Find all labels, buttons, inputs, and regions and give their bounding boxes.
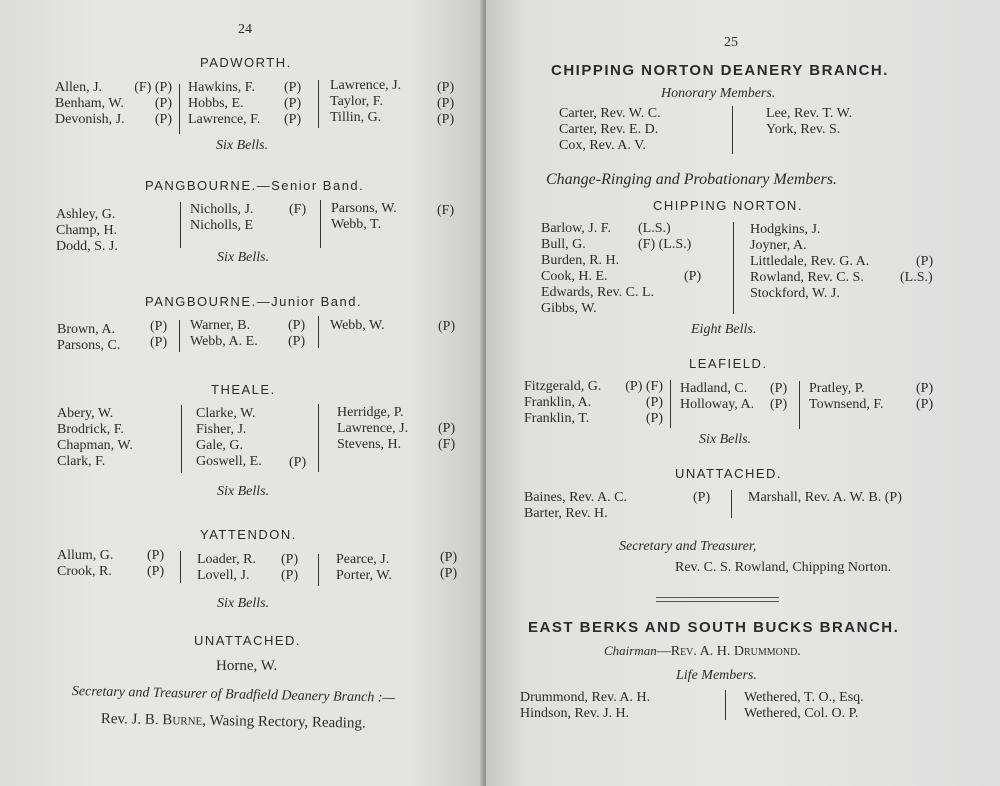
theale-bells: Six Bells.	[217, 484, 270, 499]
leafield-col3: Pratley, P. Townsend, F.	[809, 381, 884, 412]
yattendon-col3-marks: (P) (P)	[440, 550, 458, 581]
change-ringing-heading: Change-Ringing and Probationary Members.	[546, 171, 837, 188]
padworth-col2-marks: (P) (P) (P)	[284, 80, 302, 127]
life-members-heading: Life Members.	[676, 668, 757, 683]
theale-heading: THEALE.	[211, 382, 276, 397]
theale-col3-marks: (P) (F)	[438, 421, 456, 452]
pang-senior-col3-marks: (F)	[437, 203, 455, 218]
padworth-heading: PADWORTH.	[200, 55, 292, 70]
yattendon-bells: Six Bells.	[217, 596, 270, 611]
left-page	[0, 0, 484, 786]
pang-senior-col2-marks: (F)	[289, 202, 307, 217]
east-berks-branch-title: EAST BERKS AND SOUTH BUCKS BRANCH.	[528, 619, 900, 636]
chipping-secretary-name: Rev. C. S. Rowland, Chipping Norton.	[675, 560, 892, 575]
left-unattached-name: Horne, W.	[216, 658, 278, 674]
padworth-col2: Hawkins, F. Hobbs, E. Lawrence, F.	[188, 80, 261, 127]
padworth-col1: Allen, J. Benham, W. Devonish, J.	[55, 80, 125, 127]
yattendon-col3: Pearce, J. Porter, W.	[336, 552, 392, 583]
padworth-col3: Lawrence, J. Taylor, F. Tillin, G.	[330, 78, 402, 125]
right-unattached-col1: Baines, Rev. A. C. Barter, Rev. H.	[524, 490, 627, 521]
theale-col3: Herridge, P. Lawrence, J. Stevens, H.	[337, 405, 409, 452]
pang-senior-heading: PANGBOURNE.—Senior Band.	[145, 178, 365, 193]
life-col2: Wethered, T. O., Esq. Wethered, Col. O. P.	[744, 690, 864, 721]
chipping-col2: Hodgkins, J. Joyner, A. Littledale, Rev. G. A. Rowland, Rev. C. S. Stockford, W. J.	[750, 222, 870, 301]
right-unattached-heading: UNATTACHED.	[675, 466, 783, 481]
honorary-col1: Carter, Rev. W. C. Carter, Rev. E. D. Cox, Rev. A. V.	[559, 106, 661, 153]
pang-senior-col2: Nicholls, J. Nicholls, E	[190, 202, 254, 233]
right-unattached-col2: Marshall, Rev. A. W. B. (P)	[748, 490, 902, 505]
leafield-col3-marks: (P) (P)	[916, 381, 934, 412]
right-unattached-col1-marks: (P)	[693, 490, 711, 505]
pang-junior-col3-marks: (P)	[438, 319, 456, 334]
page-number-left: 24	[238, 22, 252, 37]
yattendon-heading: YATTENDON.	[200, 527, 297, 542]
theale-col1: Abery, W. Brodrick, F. Chapman, W. Clark, F.	[57, 406, 133, 469]
pang-junior-col2: Warner, B. Webb, A. E.	[190, 318, 258, 349]
padworth-col3-marks: (P) (P) (P)	[437, 80, 455, 127]
theale-col2: Clarke, W. Fisher, J. Gale, G. Goswell, E.	[196, 406, 262, 469]
chairman-name: —Rev. A. H. Drummond.	[656, 644, 801, 659]
chipping-bells: Eight Bells.	[691, 322, 757, 337]
chipping-col1: Barlow, J. F. Bull, G. Burden, R. H. Cook, H. E. Edwards, Rev. C. L. Gibbs, W.	[541, 221, 655, 316]
chipping-norton-branch-title: CHIPPING NORTON DEANERY BRANCH.	[551, 62, 889, 79]
life-col1: Drummond, Rev. A. H. Hindson, Rev. J. H.	[520, 690, 651, 721]
right-page	[486, 0, 1000, 786]
padworth-col1-marks: (F) (P) (P) (P)	[134, 80, 172, 127]
pang-junior-col3: Webb, W.	[330, 318, 385, 333]
bradfield-secretary-name: Rev. J. B. Burne, Wasing Rectory, Reading.	[100, 711, 366, 732]
pang-senior-bells: Six Bells.	[217, 250, 270, 265]
leafield-heading: LEAFIELD.	[689, 356, 768, 371]
chipping-col1-marks: (L.S.) (F) (L.S.) (P)	[638, 221, 702, 284]
left-unattached-heading: UNATTACHED.	[194, 633, 302, 648]
chipping-col2-marks: (P) (L.S.)	[900, 254, 934, 285]
leafield-col2: Hadland, C. Holloway, A.	[680, 381, 755, 412]
page-number-right: 25	[724, 35, 738, 50]
leafield-col2-marks: (P) (P)	[770, 381, 788, 412]
leafield-bells: Six Bells.	[699, 432, 752, 447]
padworth-bells: Six Bells.	[216, 138, 269, 153]
chairman-label: Chairman	[604, 643, 657, 658]
chipping-secretary-heading: Secretary and Treasurer,	[619, 539, 757, 554]
pang-senior-col3: Parsons, W. Webb, T.	[331, 201, 397, 232]
chairman-line	[604, 643, 801, 660]
bradfield-secretary-line: Secretary and Treasurer of Bradfield Deanery Branch :—	[71, 684, 396, 706]
yattendon-col2: Loader, R. Lovell, J.	[197, 552, 256, 583]
pang-senior-col1: Ashley, G. Champ, H. Dodd, S. J.	[56, 207, 118, 254]
pang-junior-col1: Brown, A. Parsons, C.	[57, 322, 121, 353]
yattendon-col2-marks: (P) (P)	[281, 552, 299, 583]
yattendon-col1-marks: (P) (P)	[147, 548, 165, 579]
pang-junior-col2-marks: (P) (P)	[288, 318, 306, 349]
pang-junior-col1-marks: (P) (P)	[150, 319, 168, 350]
theale-col2-marks: (P)	[289, 455, 307, 470]
leafield-col1-marks: (P) (F) (P) (P)	[625, 379, 663, 426]
chipping-norton-heading: CHIPPING NORTON.	[653, 198, 803, 213]
honorary-heading: Honorary Members.	[661, 86, 776, 101]
pang-junior-heading: PANGBOURNE.—Junior Band.	[145, 294, 363, 309]
honorary-col2: Lee, Rev. T. W. York, Rev. S.	[766, 106, 853, 137]
yattendon-col1: Allum, G. Crook, R.	[57, 548, 114, 579]
leafield-col1: Fitzgerald, G. Franklin, A. Franklin, T.	[524, 379, 602, 426]
